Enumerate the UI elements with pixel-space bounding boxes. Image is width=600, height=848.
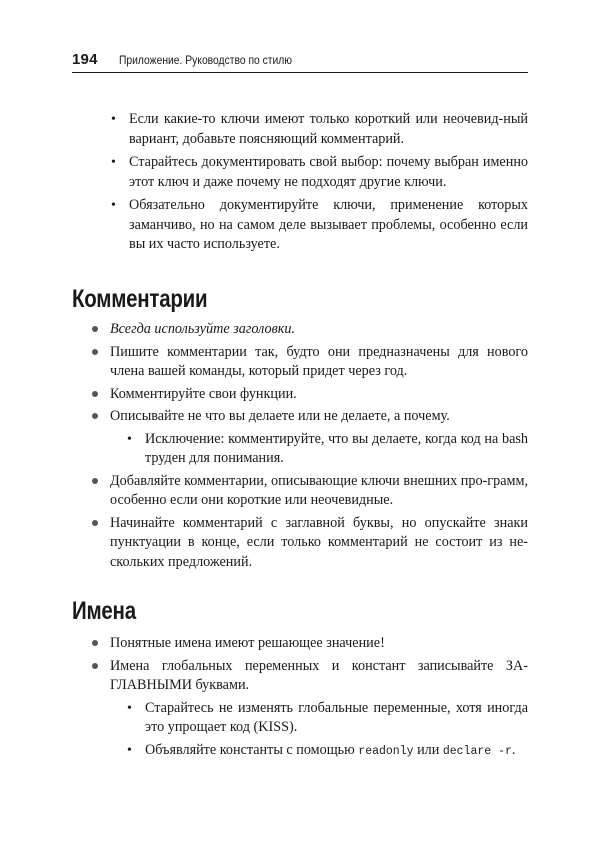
end-punctuation: . [511,741,516,758]
list-item [111,153,528,192]
comments-list [110,320,528,572]
list-item-text: Объявляйте константы с помощью [145,741,355,758]
bullet-marker [92,391,98,397]
list-item [110,514,528,573]
running-header-title: Приложение. Руководство по стилю [119,53,293,67]
bullet-marker: • [127,431,132,447]
list-item [110,657,528,696]
bullet-marker: • [111,198,116,213]
bullet-marker [92,413,98,419]
list-item-text: Старайтесь не изменять глобальные переменные, хотя иногда это упрощает код (KISS). [145,699,528,735]
list-item-text: Всегда используйте заголовки. [110,321,296,337]
list-item [111,196,528,255]
list-item [110,385,528,405]
list-item [110,634,528,654]
list-item-text: Описывайте не что вы делаете или не делаете, а почему. [110,408,450,424]
bullet-marker [92,640,98,646]
list-item-text: или [417,741,440,758]
list-item-text: Имена глобальных переменных и констант записывайте ЗА-ГЛАВНЫМИ буквами. [110,657,528,693]
list-item [110,343,528,382]
list-item [110,320,528,340]
intro-list [111,110,528,255]
bullet-marker: • [111,155,116,170]
list-item-text: Пишите комментарии так, будто они предназначены для нового члена вашей команды, который придет через год. [110,343,528,379]
list-item-text: Обязательно документируйте ключи, применение которых заманчиво, но на самом деле вызывает проблемы, особенно если вы их часто используете. [129,197,528,252]
names-list [110,634,528,761]
bullet-marker: • [127,700,132,716]
bullet-marker: • [111,112,116,127]
bullet-marker: • [127,742,132,758]
list-item [110,472,528,511]
list-item-text: Старайтесь документировать свой выбор: почему выбран именно этот ключ и даже почему не подходят другие ключи. [129,154,528,190]
list-item-text: Исключение: комментируйте, что вы делаете, когда код на bash труден для понимания. [145,430,528,466]
list-sub-item [127,741,528,762]
list-sub-item [127,430,528,469]
list-item [110,407,528,427]
list-item [111,110,528,149]
list-item-text: Комментируйте свои функции. [110,385,297,402]
bullet-marker [92,478,98,484]
list-item-text: Добавляйте комментарии, описывающие ключи внешних про-грамм, особенно если они короткие или неочевидные. [110,472,528,508]
section-heading-names: Имена [72,597,136,625]
code-declare: declare -r [442,744,512,758]
bullet-marker [92,663,98,669]
code-readonly: readonly [358,744,414,758]
running-header [72,50,528,73]
page-number: 194 [72,51,98,68]
list-item-text: Начинайте комментарий с заглавной буквы, но опускайте знаки пунктуации в конце, если только комментарий не состоит из не-скольких предложений. [110,514,528,570]
section-heading-comments: Комментарии [72,285,208,313]
list-item-text: Понятные имена имеют решающее значение! [110,635,385,651]
bullet-marker [92,349,98,355]
list-item-text: Если какие-то ключи имеют только короткий или неочевид-ный вариант, добавьте поясняющий комментарий. [129,111,528,147]
bullet-marker [92,520,98,526]
list-sub-item [127,699,528,738]
bullet-marker [92,326,98,332]
